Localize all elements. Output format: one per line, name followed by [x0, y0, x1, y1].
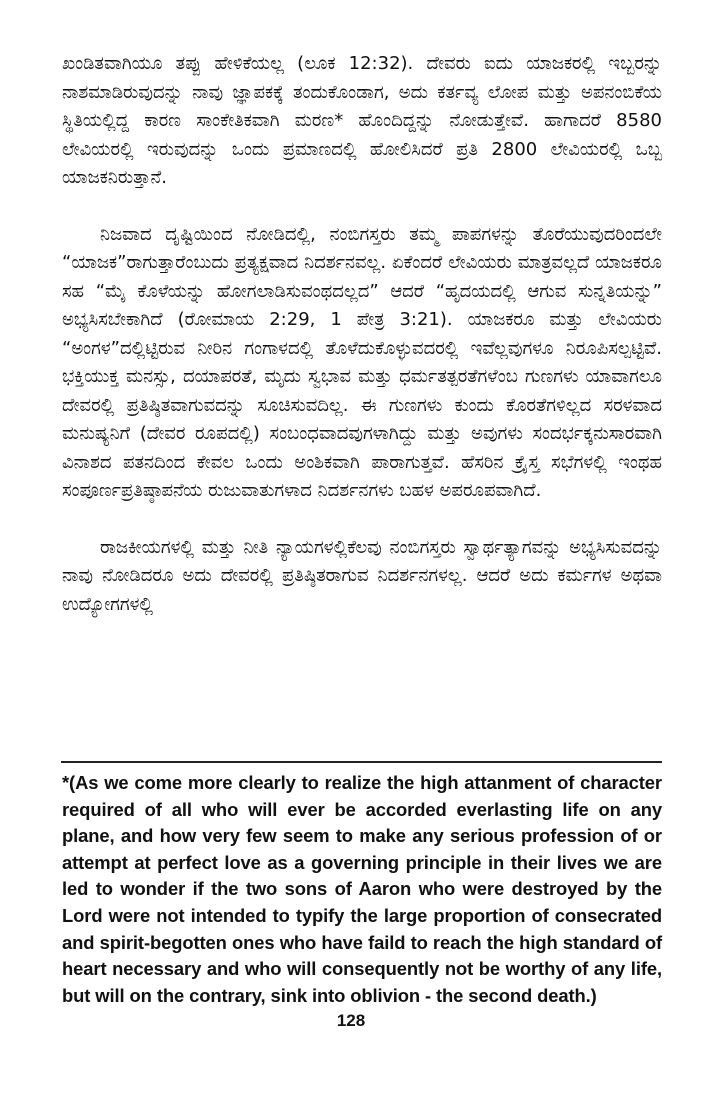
main-text-block [62, 50, 662, 619]
page-number: 128 [336, 1011, 366, 1030]
footnote: *(As we come more clearly to realize the high attanment of character required of all who will ever be accorded everlasting life on any plane, and how very few seem to make any serious profession of or attempt at perfect love as a governing principle in their lives we are led to wonder if the two sons of Aaron who were destroyed by the Lord were not intended to typify the large proportion of consecrated and spirit-begotten ones who have faild to reach the high standard of heart necessary and who will consequently not be worthy of any life, but will on the contrary, sink into oblivion - the second death.) [62, 772, 662, 1006]
paragraph-1: ಖಂಡಿತವಾಗಿಯೂ ತಪ್ಪು ಹೇಳಿಕೆಯಲ್ಲ (ಲೂಕ 12:32). ದೇವರು ಐದು ಯಾಜಕರಲ್ಲಿ ಇಬ್ಬರನ್ನು ನಾಶಮಾಡಿರುವುದನ್ನು ನಾವು ಜ್ಞಾಪಕಕ್ಕೆ ತಂದುಕೊಂಡಾಗ, ಅದು ಕರ್ತವ್ಯ ಲೋಪ ಮತ್ತು ಅಪನಂಬಿಕೆಯ ಸ್ಥಿತಿಯಲ್ಲಿದ್ದ ಕಾರಣ ಸಾಂಕೇತಿಕವಾಗಿ ಮರಣ* ಹೊಂದಿದ್ದನ್ನು ನೋಡುತ್ತೇವೆ. ಹಾಗಾದರೆ 8580 ಲೇವಿಯರಲ್ಲಿ ಇರುವುದನ್ನು ಒಂದು ಪ್ರಮಾಣದಲ್ಲಿ ಹೋಲಿಸಿದರೆ ಪ್ರತಿ 2800 ಲೇವಿಯರಲ್ಲಿ ಒಬ್ಬ ಯಾಜಕನಿರುತ್ತಾನೆ. [62, 53, 662, 188]
paragraph-2: ನಿಜವಾದ ದೃಷ್ಟಿಯಿಂದ ನೋಡಿದಲ್ಲಿ, ನಂಬಿಗಸ್ತರು ತಮ್ಮ ಪಾಪಗಳನ್ನು ತೊರೆಯುವುದರಿಂದಲೇ “ಯಾಜಕ”ರಾಗುತ್ತಾರೆಂಬುದು ಪ್ರತ್ಯಕ್ಷವಾದ ನಿದರ್ಶನವಲ್ಲ. ಏಕೆಂದರೆ ಲೇವಿಯರು ಮಾತ್ರವಲ್ಲದೆ ಯಾಜಕರೂ ಸಹ “ಮೈ ಕೊಳೆಯನ್ನು ಹೋಗಲಾಡಿಸುವಂಥದಲ್ಲದ” ಆದರೆ “ಹೃದಯದಲ್ಲಿ ಆಗುವ ಸುನ್ನತಿಯನ್ನು” ಅಭ್ಯಸಿಸಬೇಕಾಗಿದೆ (ರೋಮಾಯ 2:29, 1 ಪೇತ್ರ 3:21). ಯಾಜಕರೂ ಮತ್ತು ಲೇವಿಯರು “ಅಂಗಳ”ದಲ್ಲಿಟ್ಟಿರುವ ನೀರಿನ ಗಂಗಾಳದಲ್ಲಿ ತೊಳೆದುಕೊಳ್ಳುವದರಲ್ಲಿ ಇವೆಲ್ಲವುಗಳೂ ನಿರೂಪಿಸಲ್ಪಟ್ಟಿವೆ. ಭಕ್ತಿಯುಕ್ತ ಮನಸ್ಸು, ದಯಾಪರತೆ, ಮೃದು ಸ್ವಭಾವ ಮತ್ತು ಧರ್ಮತತ್ಪರತೆಗಳೆಂಬ ಗುಣಗಳು ಯಾವಾಗಲೂ ದೇವರಲ್ಲಿ ಪ್ರತಿಷ್ಠಿತವಾಗುವದನ್ನು ಸೂಚಿಸುವದಿಲ್ಲ. ಈ ಗುಣಗಳು ಕುಂದು ಕೊರತೆಗಳಿಲ್ಲದ ಸರಳವಾದ ಮನುಷ್ಯನಿಗೆ (ದೇವರ ರೂಪದಲ್ಲಿ) ಸಂಬಂಧವಾದವುಗಳಾಗಿದ್ದು ಮತ್ತು ಅವುಗಳು ಸಂದರ್ಭಕ್ಕನುಸಾರವಾಗಿ ವಿನಾಶದ ಪತನದಿಂದ ಕೇವಲ ಒಂದು ಅಂಶಿಕವಾಗಿ ಪಾರಾಗುತ್ತವೆ. ಹೆಸರಿನ ಕ್ರೈಸ್ತ ಸಭೆಗಳಲ್ಲಿ ಇಂಥಹ ಸಂಪೂರ್ಣಪ್ರತಿಷ್ಠಾಪನೆಯ ರುಜುವಾತುಗಳಾದ ನಿದರ್ಶನಗಳು ಬಹಳ ಅಪರೂಪವಾಗಿದೆ. [62, 223, 662, 501]
footnote-divider [61, 761, 662, 763]
paragraph-3: ರಾಜಕೀಯಗಳಲ್ಲಿ ಮತ್ತು ನೀತಿ ನ್ಯಾಯಗಳಲ್ಲಿಕೆಲವು ನಂಬಿಗಸ್ತರು ಸ್ವಾರ್ಥತ್ಯಾಗವನ್ನು ಅಭ್ಯಸಿಸುವದನ್ನು ನಾವು ನೋಡಿದರೂ ಅದು ದೇವರಲ್ಲಿ ಪ್ರತಿಷ್ಠಿತರಾಗುವ ನಿದರ್ಶನಗಳಲ್ಲ. ಆದರೆ ಅದು ಕರ್ಮಗಳ ಅಥವಾ ಉದ್ಯೋಗಗಳಲ್ಲಿ [62, 536, 662, 615]
